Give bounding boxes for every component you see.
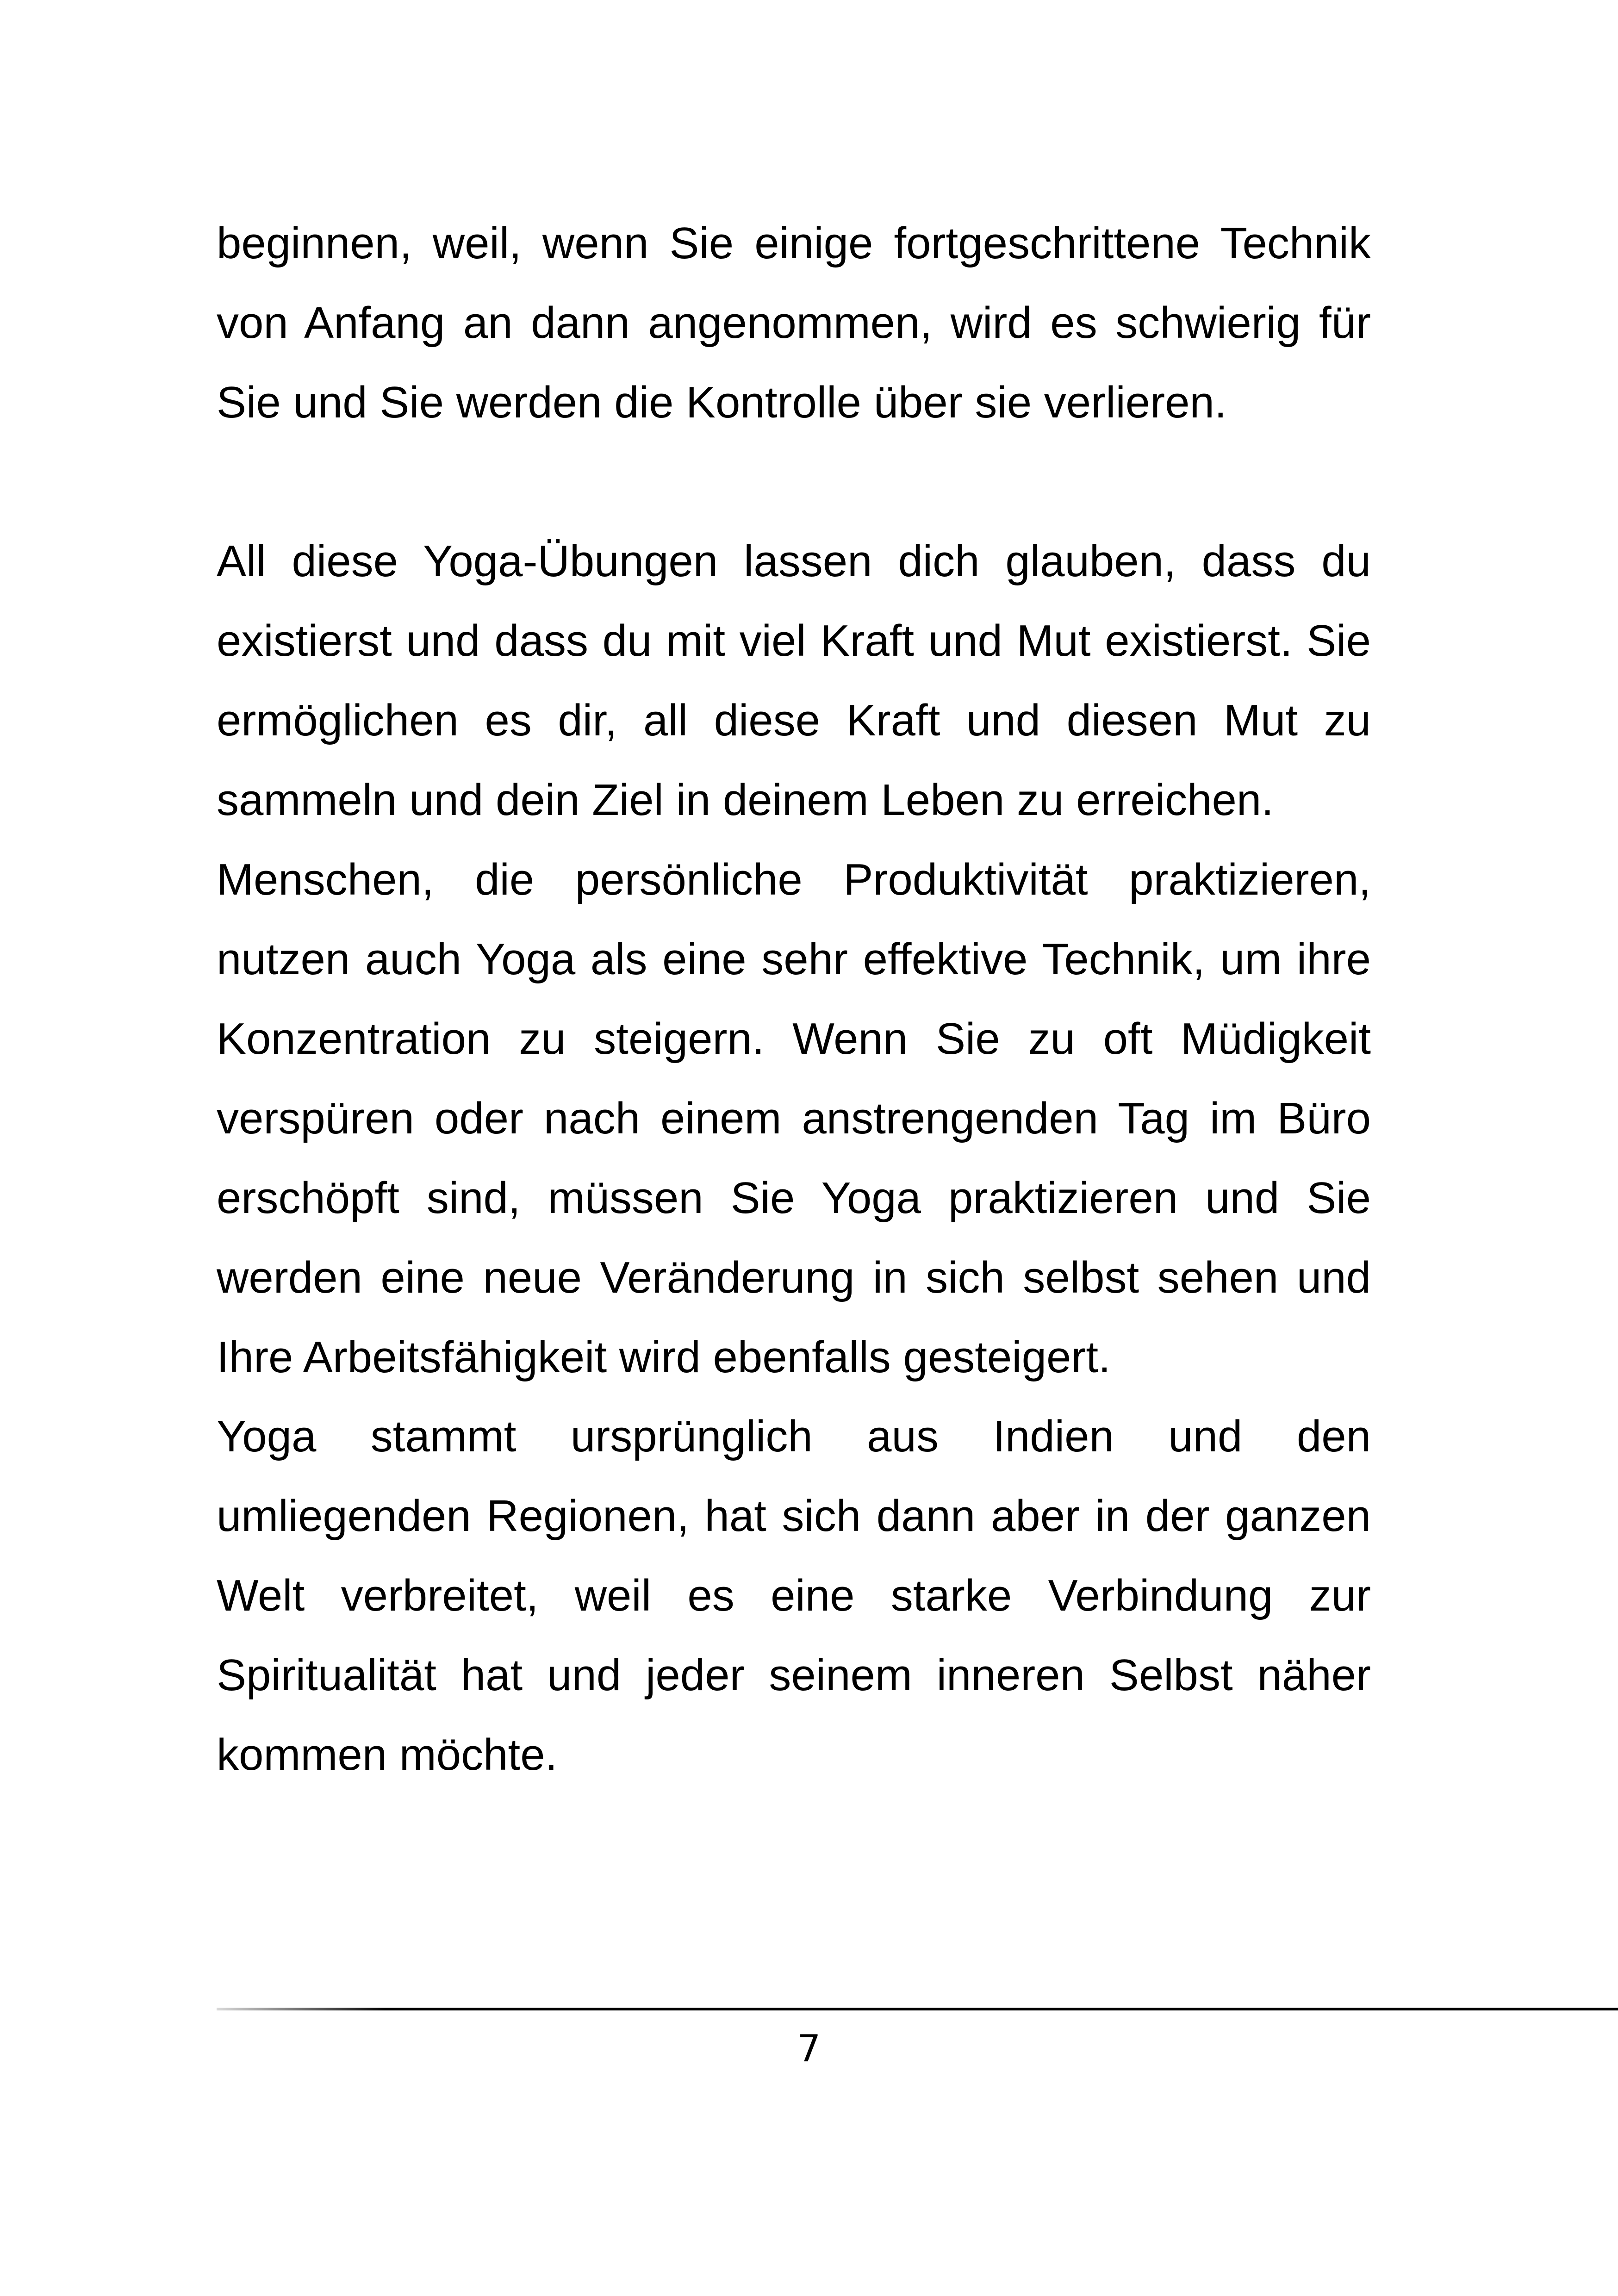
paragraph-line: Yoga stammt ursprünglich aus Indien und den [217, 1412, 1371, 1461]
paragraph-line: Spiritualität hat und jeder seinem inneren Selbst näher [217, 1650, 1371, 1700]
paragraph-line: Sie und Sie werden die Kontrolle über sie verlieren. [217, 378, 1227, 427]
paragraph-line: werden eine neue Veränderung in sich selbst sehen und [217, 1253, 1371, 1302]
paragraph-line: von Anfang an dann angenommen, wird es schwierig für [217, 298, 1371, 348]
paragraph-line: sammeln und dein Ziel in deinem Leben zu erreichen. [217, 775, 1274, 825]
page-number-label: 7 [797, 2027, 821, 2070]
footer-divider [217, 2008, 1618, 2010]
page-number [0, 2023, 1618, 2074]
paragraph-4 [217, 1397, 1371, 1795]
paragraph-line: ermöglichen es dir, all diese Kraft und diesen Mut zu [217, 696, 1371, 745]
paragraph-line: Menschen, die persönliche Produktivität praktizieren, [217, 855, 1371, 904]
paragraph-line: beginnen, weil, wenn Sie einige fortgeschrittene Technik [217, 218, 1371, 268]
paragraph-line: Welt verbreitet, weil es eine starke Verbindung zur [217, 1571, 1371, 1620]
paragraph-2 [217, 522, 1371, 840]
paragraph-line: All diese Yoga-Übungen lassen dich glauben, dass du [217, 536, 1371, 586]
paragraph-line: existierst und dass du mit viel Kraft und Mut existierst. Sie [217, 616, 1371, 666]
paragraph-line: kommen möchte. [217, 1730, 558, 1780]
paragraph-3 [217, 840, 1371, 1397]
paragraph-line: nutzen auch Yoga als eine sehr effektive Technik, um ihre [217, 934, 1371, 984]
paragraph-line: Konzentration zu steigern. Wenn Sie zu oft Müdigkeit [217, 1014, 1371, 1064]
paragraph-line: verspüren oder nach einem anstrengenden Tag im Büro [217, 1094, 1371, 1143]
paragraph-1 [217, 204, 1371, 442]
paragraph-line: Ihre Arbeitsfähigkeit wird ebenfalls gesteigert. [217, 1332, 1111, 1382]
paragraph-line: erschöpft sind, müssen Sie Yoga praktizieren und Sie [217, 1173, 1371, 1223]
paragraph-line: umliegenden Regionen, hat sich dann aber in der ganzen [217, 1491, 1371, 1541]
